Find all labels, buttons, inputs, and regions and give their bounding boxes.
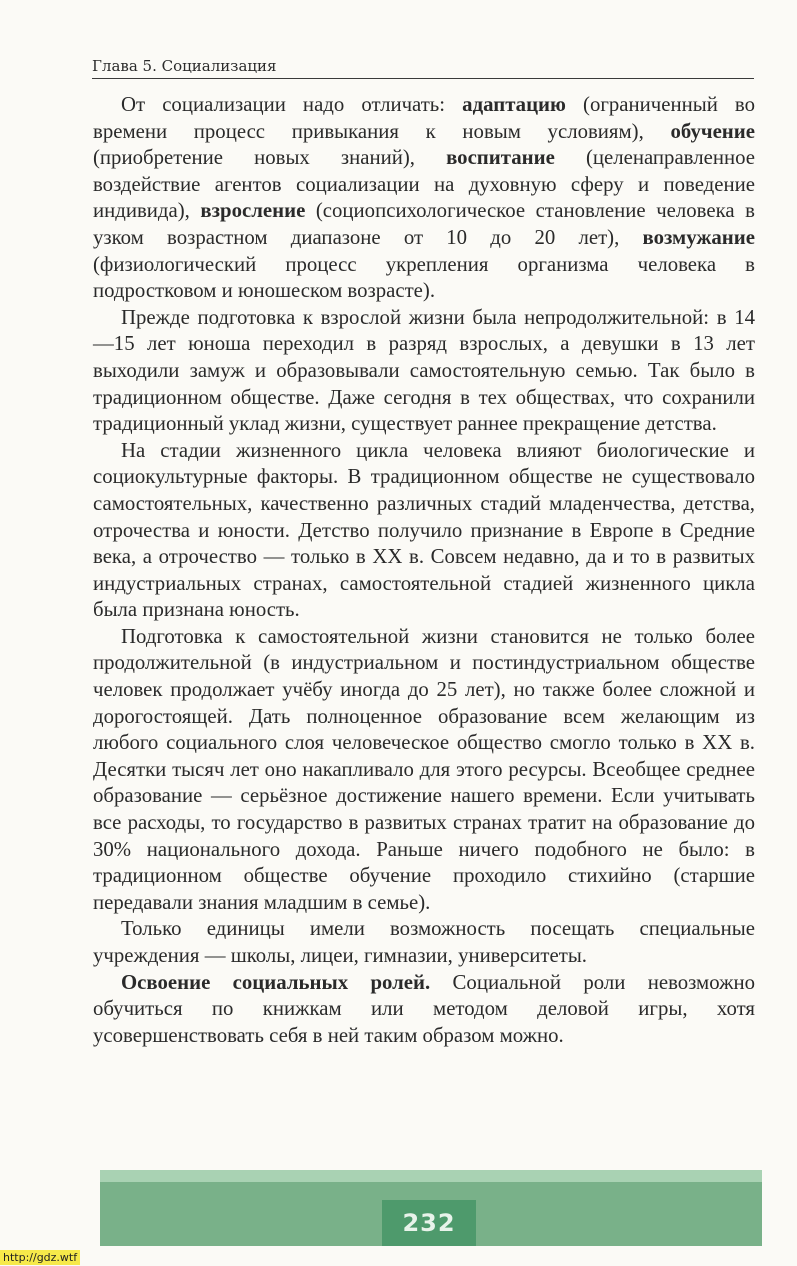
bold-term: адаптацию xyxy=(462,93,566,116)
paragraph xyxy=(93,916,755,969)
text-run: На стадии жизненного цикла человека влияют биологические и социокультурные факторы. В традиционном обществе не существовало самостоятельных, качественно различных стадий младенчества, детства, отрочества и юности. Детство получило признание в Европе в Средние века, а отрочество — только в XX в. Совсем недавно, да и то в развитых индустриальных странах, самостоятельной стадией жизненного цикла была признана юность. xyxy=(93,438,755,622)
bold-term: взросление xyxy=(200,199,306,223)
page-number-tab xyxy=(382,1200,476,1246)
paragraph xyxy=(93,970,755,1050)
text-run: От социализации надо отличать: xyxy=(121,93,463,116)
bold-term: Освоение социальных ролей. xyxy=(121,970,431,994)
bold-term: воспитание xyxy=(446,146,555,170)
text-run: (ограниченный во времени процесс привыкания к новым условиям), xyxy=(93,93,755,143)
text-run: Прежде подготовка к взрослой жизни была непродолжительной: в 14—15 лет юноша переходил в разряд взрослых, а девушки в 13 лет выходили замуж и образовывали самостоятельную семью. Так было в традиционном обществе. Даже сегодня в тех обществах, что сохранили традиционный уклад жизни, существует раннее прекращение детства. xyxy=(93,305,755,436)
bold-term: обучение xyxy=(670,119,755,143)
paragraph xyxy=(93,92,755,305)
text-run: (приобретение новых знаний), xyxy=(93,146,447,170)
page-number: 232 xyxy=(402,1209,456,1237)
text-run: (социопсихологическое становление человека в узком возрастном диапазоне от 10 до 20 лет), xyxy=(93,199,755,249)
paragraph xyxy=(93,305,755,438)
watermark-link[interactable]: http://gdz.wtf xyxy=(0,1250,80,1265)
text-run: Только единицы имели возможность посещать специальные учреждения — школы, лицеи, гимназии, университеты. xyxy=(93,917,755,967)
chapter-title: Глава 5. Социализация xyxy=(92,57,277,75)
footer-stripe xyxy=(100,1170,762,1182)
text-run: (целенаправленное воздействие агентов социализации на духовную сферу и поведение индивида), xyxy=(93,146,755,223)
bold-term: возмужание xyxy=(642,225,755,249)
paragraph xyxy=(93,624,755,917)
text-run: Социальной роли невозможно обучиться по книжкам или методом деловой игры, хотя усовершенствовать себя в ней таким образом можно. xyxy=(93,970,755,1047)
page-header xyxy=(92,56,754,79)
paragraph xyxy=(93,438,755,624)
text-run: (физиологический процесс укрепления организма человека в подростковом и юношеском возрасте). xyxy=(93,252,755,303)
text-run: Подготовка к самостоятельной жизни становится не только более продолжительной (в индустриальном и постиндустриальном обществе человек продолжает учёбу иногда до 25 лет), но также более сложной и дорогостоящей. Дать полноценное образование всем желающим из любого социального слоя человеческое общество смогло только в XX в. Десятки тысяч лет оно накапливало для этого ресурсы. Всеобщее среднее образование — серьёзное достижение нашего времени. Если учитывать все расходы, то государство в развитых странах тратит на образование до 30% национального дохода. Раньше ничего подобного не было: в традиционном обществе обучение проходило стихийно (старшие передавали знания младшим в семье). xyxy=(93,624,755,914)
body-text xyxy=(93,92,755,1049)
